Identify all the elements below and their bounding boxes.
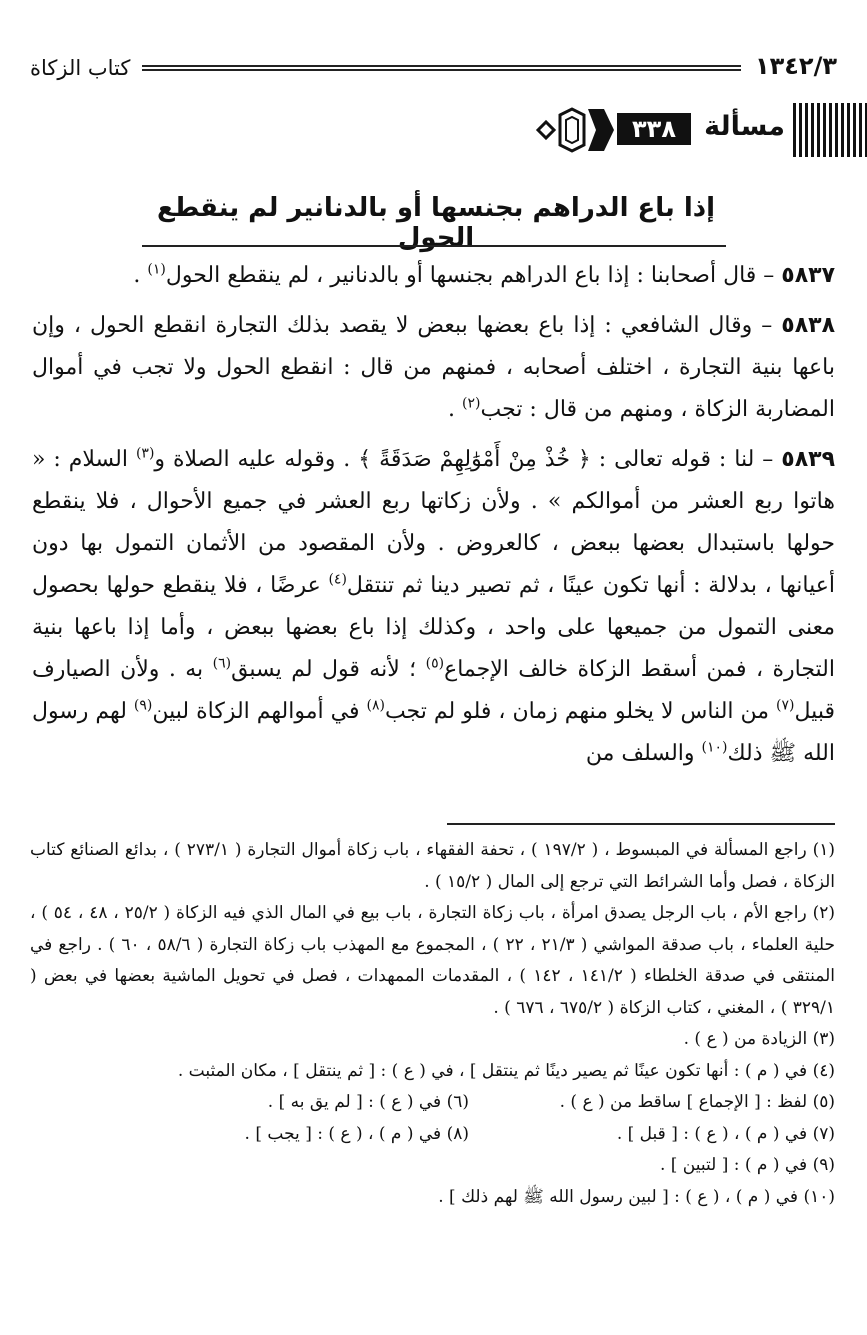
paragraph-text: ؛ لأنه قول لم يسبق — [231, 657, 426, 682]
footnote-7: (٧) في ( م ) ، ( ع ) : [ قبل ] . — [616, 1123, 835, 1144]
paragraph-5839 — [32, 439, 835, 775]
footnote-row — [30, 1119, 835, 1151]
masala-number-badge: ٣٣٨ — [617, 113, 691, 145]
footnote-ref[interactable]: (٣) — [135, 445, 155, 462]
paragraph-number: ٥٨٣٧ — [781, 263, 835, 288]
paragraph-text: لهم رسول الله ﷺ ذلك — [32, 699, 835, 766]
footnote-ref[interactable]: (٤) — [328, 571, 347, 588]
footnote-9: (٩) في ( م ) : [ لتبين ] . — [659, 1155, 835, 1175]
header-rule — [142, 65, 741, 71]
footnote-6: (٦) في ( ع ) : [ لم يق به ] . — [267, 1092, 469, 1112]
section-title: إذا باع الدراهم بجنسها أو بالدنانير لم ينقطع الحول — [156, 193, 716, 253]
footnote-10: (١٠) في ( م ) ، ( ع ) : [ لبين رسول الله ﷺ لهم ذلك ] . — [438, 1186, 835, 1207]
paragraph-text: . — [448, 397, 463, 422]
footnote-ref[interactable]: (١٠) — [701, 739, 728, 756]
book-title: كتاب الزكاة — [30, 56, 131, 80]
footnote-row — [30, 1087, 835, 1119]
paragraph-number: ٥٨٣٨ — [781, 313, 835, 338]
footnote-5: (٥) لفظ : [ الإجماع ] ساقط من ( ع ) . — [559, 1092, 835, 1112]
footnote-3: (٣) الزيادة من ( ع ) . — [683, 1029, 835, 1049]
footnote-4: (٤) في ( م ) : أنها تكون عينًا ثم يصير دينًا ثم ينتقل ] ، في ( ع ) : [ ثم ينتقل ] ، مكان المثبت . — [177, 1060, 835, 1081]
title-underline — [142, 245, 726, 247]
ornament-icon — [530, 103, 620, 157]
paragraph-text: – لنا : قوله تعالى : ﴿ خُذْ مِنْ أَمْوَٰلِهِمْ صَدَقَةً ﴾ . وقوله عليه الصلاة و — [154, 447, 782, 472]
footnote-8: (٨) في ( م ) ، ( ع ) : [ يجب ] . — [244, 1123, 469, 1144]
footnote-1: (١) راجع المسألة في المبسوط ، ( ١٩٧/٢ ) ، تحفة الفقهاء ، باب زكاة أموال التجارة ( ٢٧٣/١ ) ، بدائع الصنائع كتاب الزكاة ، فصل وأما الشرائط التي ترجع إلى المال ( ١٥/٢ ) . — [30, 840, 835, 892]
footnote-ref[interactable]: (٧) — [776, 697, 795, 714]
paragraph-number: ٥٨٣٩ — [781, 447, 835, 472]
paragraph-text: في أموالهم الزكاة لبين — [152, 699, 367, 724]
paragraph-text: والسلف من — [585, 741, 702, 766]
page-number: ١٣٤٢/٣ — [754, 52, 837, 80]
paragraph-text: . — [133, 263, 148, 288]
paragraph-text: عرضًا ، فلا ينقطع حولها بحصول معنى التمول من جميعها على واحد ، وكذلك إذا باع بعضها ببعض ، وأما إذا باعها بنية التجارة ، فمن أسقط الزكاة خالف الإجماع — [32, 573, 835, 682]
paragraph-text: السلام : « هاتوا ربع العشر من أموالكم » . ولأن زكاتها ربع العشر في جميع الأحوال ، فلا ينقطع حولها باستبدال بعضها ببعض ، كالعروض . ولأن المقصود من الأثمان التمول بها دون أعيانها ، بدلالة : أنها تكون عينًا ، ثم تصير دينا ثم تنتقل — [32, 447, 835, 598]
footnote-ref[interactable]: (١) — [147, 261, 166, 278]
masala-label: مسألة — [704, 111, 785, 142]
paragraph-text: – قال أصحابنا : إذا باع الدراهم بجنسها أو بالدنانير ، لم ينقطع الحول — [165, 263, 782, 288]
footnote-separator — [447, 823, 835, 825]
paragraph-5838 — [32, 305, 835, 431]
footnote-2: (٢) راجع الأم ، باب الرجل يصدق امرأة ، باب زكاة التجارة ، باب بيع في المال الذي فيه الزكاة ( ٢٥/٢ ، ٤٨ ، ٥٤ ) ، حلية العلماء ، باب صدقة المواشي ( ٢١/٣ ، ٢٢ ) ، المجموع مع المهذب باب زكاة التجارة ( ٥٨/٦ ، ٦٠ ) . راجع في المنتقى في صدقة الخلطاء ( ١٤١/٢ ، ١٤٢ ) ، المقدمات الممهدات ، فصل في تحويل الماشية بعضها في بعض ( ٣٢٩/١ ) ، المغني ، كتاب الزكاة ( ٦٧٥/٢ ، ٦٧٦ ) . — [30, 903, 836, 1018]
masala-banner — [530, 103, 867, 157]
paragraph-text: من الناس لا يخلو منهم زمان ، فلو لم تجب — [384, 699, 777, 724]
paragraph-text: – وقال الشافعي : إذا باع بعضها ببعض لا يقصد بذلك التجارة انقطع الحول ، وإن باعها بنية التجارة ، اختلف أصحابه ، فمنهم من قال : انقطع الحول ولا تجب في أموال المضاربة الزكاة ، ومنهم من قال : تجب — [32, 313, 835, 422]
paragraph-text: به . ولأن الصيارف قبيل — [32, 657, 835, 724]
footnote-ref[interactable]: (٨) — [366, 697, 385, 714]
footnote-ref[interactable]: (٦) — [212, 655, 232, 672]
body-text — [32, 255, 835, 783]
banner-bars-decoration — [793, 103, 867, 157]
footnote-ref[interactable]: (٢) — [462, 395, 481, 412]
footnotes — [30, 835, 835, 1213]
footnote-ref[interactable]: (٥) — [425, 655, 445, 672]
paragraph-5837 — [32, 255, 835, 297]
footnote-ref[interactable]: (٩) — [133, 697, 153, 714]
running-header — [30, 52, 837, 88]
